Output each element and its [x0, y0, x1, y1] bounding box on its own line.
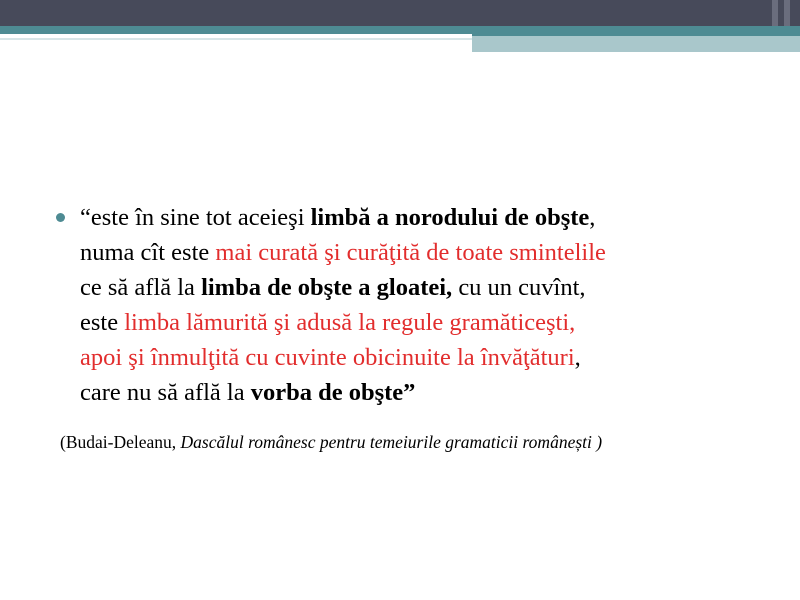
header-accent-stripe — [772, 0, 778, 26]
quote-fragment-red: limba lămurită şi adusă la regule gramăticeşti, — [124, 309, 576, 336]
quote-line-5 — [80, 344, 581, 371]
quote-fragment: , — [574, 344, 581, 371]
header-accent-stripe — [784, 0, 790, 26]
quote-line-2 — [80, 239, 606, 266]
quote-fragment: numa cît este — [80, 239, 216, 266]
quote-bullet — [56, 200, 766, 410]
quote-line-3 — [80, 274, 586, 301]
quote-fragment: , — [589, 204, 596, 231]
quote-text — [80, 200, 766, 410]
quote-line-4 — [80, 309, 575, 336]
quote-fragment: “este în sine tot aceieşi — [80, 204, 311, 231]
bullet-icon — [56, 213, 65, 222]
quote-fragment-bold: vorba de obşte” — [250, 379, 416, 406]
citation — [60, 430, 780, 454]
quote-fragment: ce să află la — [80, 274, 202, 301]
header-gap — [0, 34, 472, 38]
citation-title: Dascălul românesc pentru temeiurile gramaticii românești ) — [180, 432, 603, 452]
quote-fragment: care nu să află la — [80, 379, 251, 406]
quote-fragment-red: mai curată şi curăţită de toate smintelile — [215, 239, 606, 266]
quote-fragment-bold: limbă a norodului de obşte — [310, 204, 590, 231]
citation-author: (Budai-Deleanu, — [60, 432, 181, 452]
quote-line-1 — [80, 204, 595, 231]
quote-fragment-bold: limba de obşte a gloatei, — [201, 274, 453, 301]
quote-line-6 — [80, 379, 415, 406]
header-bar — [0, 0, 800, 26]
quote-fragment: cu un cuvînt, — [452, 274, 586, 301]
header-light-line — [0, 38, 472, 40]
quote-fragment: este — [80, 309, 125, 336]
quote-fragment-red: apoi şi înmulţită cu cuvinte obicinuite la învăţături — [80, 344, 575, 371]
header-light-band — [472, 36, 800, 52]
